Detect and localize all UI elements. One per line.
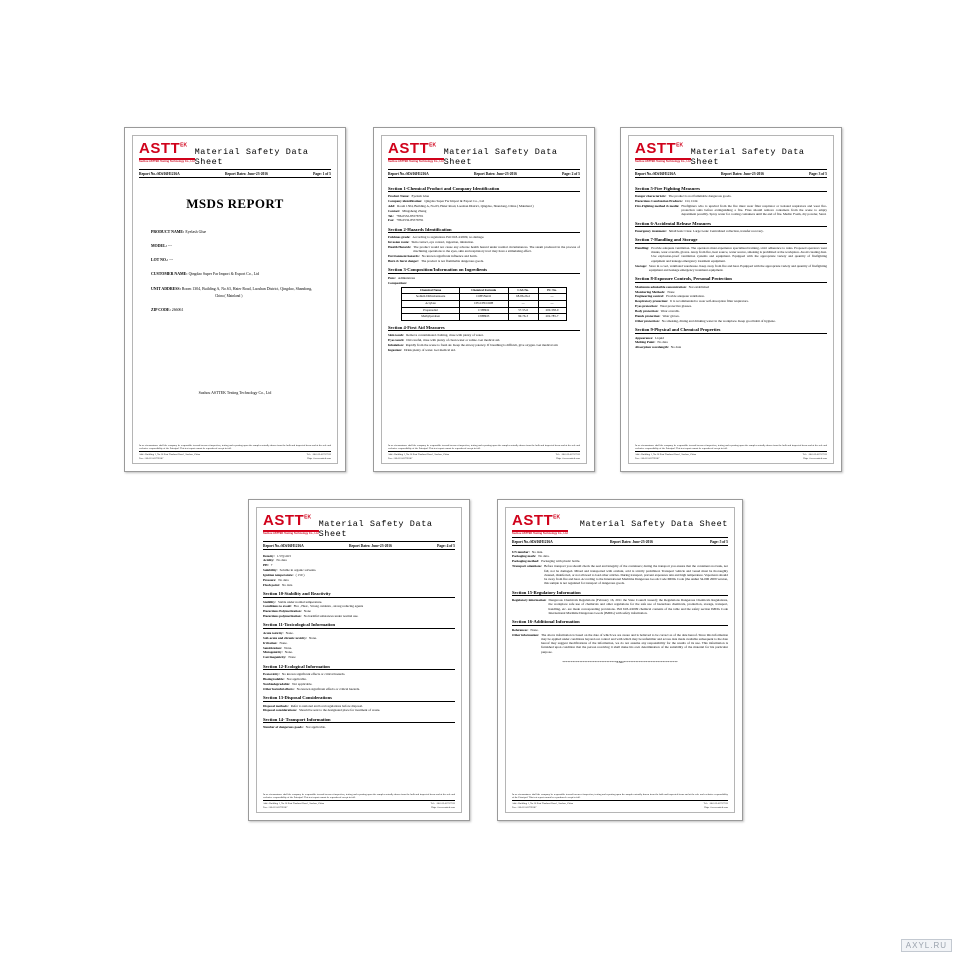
section-7-item: Handling: Provide adequate ventilation. The operators must experience specialized training, strict adherence to rules. Proposed operators wear masks, wear overalls, gloves. Away from fire, heat source, water source, smoking is prohibited at the workplace. Avoid creating dust. Use explosion-proof ventilation systems and equipment. Equipped with the appropriate variety and quantity of firefighting equipment and leakage emergency treatment equipment. (635, 245, 827, 263)
property-item: Pressure: No data (263, 577, 289, 582)
footer-address-2 (139, 456, 331, 460)
page-5-header-meta (512, 538, 728, 544)
footer-address-2 (635, 456, 827, 460)
section-title-13: Section 13-Disposal Considerations (263, 695, 455, 702)
section-11-item: Irritation: None. (263, 640, 288, 645)
footer-addr-left: Add.: Building 1, No.16 East Tianhuai Road , Suzhou, China (139, 452, 201, 456)
section-1-item: Product Name: Eyelash Glue (388, 194, 430, 198)
footer-fax: Fax: +86-512-62799167 (139, 456, 164, 460)
page-1-content (132, 135, 338, 464)
field-model: MODEL: --- (151, 243, 172, 248)
table-row: Propanediol C3H8O2 57-55-6 200-338-0 (402, 307, 566, 314)
page-5-content (505, 507, 735, 813)
section-1-item: Tel.: +86-0532-85576791 (388, 213, 424, 218)
page-number: Page: 2 of 5 (562, 171, 580, 176)
report-date: Report Dates: June-23-2016 (720, 171, 764, 176)
watermark: AXYL.RU (901, 939, 952, 952)
section-8-item: Respiratory protection: It is recommended to wear self-absorption filter respirators. (635, 299, 749, 304)
section-4-item: Eyes touch: Did careful, rinse with plenty of clean water or saline. Get medical aid. (388, 337, 501, 342)
footer-disclaimer: In no circumstance shall the company be responsible toward incorrect inspection, testing and reporting upon the samples actually drawn from the bulk and inspected items and at the sole and exclusive responsibility of the Principal. This test report cannot be reproduced except in full. (512, 793, 728, 801)
footer-web: Http: //www.asttek.com (307, 456, 331, 460)
property-item: Density: 1.57g/cm3 (263, 553, 291, 558)
asttek-logo: $ASTT^{EK}$ Suzhou ASTTEK Testing Technology Co., Ltd (512, 512, 568, 535)
msds-page-4[interactable] (248, 499, 470, 821)
section-11-item: Carcinogenicity: None (263, 655, 296, 660)
field-lot-no: LOT NO.: --- (151, 258, 174, 263)
page-3-header-meta (635, 170, 827, 176)
footer-addr-left: Add.: Building 1, No.16 East Tianhuai Road , Suzhou, China (635, 452, 697, 456)
footer-address-2 (388, 456, 580, 460)
msds-page-1[interactable] (124, 127, 346, 472)
page-2-header-meta (388, 170, 580, 176)
section-title-1: Section 1-Chemical Product and Company Identification (388, 186, 580, 193)
section-3-item: Pure: Administrate (388, 275, 416, 280)
field-customer-name: CUSTOMER NAME: Qingdao Super Far Import & Export Co., Ltd (151, 272, 260, 277)
section-4-item: Inhalation: Rapidly from the scene to fresh air. Keep the airway patency. If breathing is difficult, give oxygen. Get medical aid. (388, 342, 559, 347)
col-chemical-name: Chemical Name (402, 287, 459, 294)
issuing-company: Suzhou ASTTEK Testing Technology Co., Ltd (198, 390, 272, 395)
section-11-item: Mutagenicity: None. (263, 650, 293, 655)
table-row: Sodium Dithrobenzoate C6H5NaO2 68-86-26-2 --- (402, 294, 566, 301)
document-title: Material Safety Data Sheet (443, 147, 558, 167)
section-title-11: Section 11-Toxicological Information (263, 622, 455, 629)
col-chemical-formula: Chemical Formula (459, 287, 508, 294)
section-16-item: Other information: The above information is based on the date of which we are aware and is believed to be correct as of the date hereof. Since this information may be applied under conditions beyond our control and with which may be unfamiliar and across data made available subsequent to the date hereof may suggest modifications of the information, we do not assume any responsibility for the results of its use. This information is furnished upon condition that the person receiving it shall make his own determination of the suitability of the material for his particular purpose. (512, 632, 728, 654)
table-row: Methylparaben C8H8O3 99-76-3 202-785-7 (402, 314, 566, 321)
section-2-item: Invasion route: Skin contact, eye contact, ingestion, inhalation. (388, 240, 474, 245)
report-no: Report No.:SD#16H1216A (512, 539, 553, 544)
page-5-body (512, 546, 728, 664)
report-date: Report Dates: June-23-2016 (224, 171, 268, 176)
section-10-item: Hazardous polymerization: No harmful substances under normal use. (263, 614, 359, 619)
page-3-footer (635, 444, 827, 461)
asttek-logo: $ASTT^{EK}$ Suzhou ASTTEK Testing Technology Co., Ltd (388, 140, 444, 163)
section-1-item: Fax: +86-0532-85576791 (388, 218, 424, 223)
footer-tel: Tel.: +86-512-62757912 (703, 801, 728, 805)
report-date: Report Dates: June-23-2016 (609, 539, 653, 544)
section-4-item: Ingestion: Drink plenty of water. Get medical aid. (388, 347, 456, 352)
section-9-item: Melting Point: No data (635, 340, 668, 345)
footer-fax: Fax: +86-512-62799167 (388, 456, 413, 460)
section-13-item: Disposal methods: Refer to national and local regulations before disposal. (263, 703, 363, 708)
page-3-header (635, 141, 827, 170)
section-4-item: Skin touch: Remove contaminated clothing, rinse with plenty of water. (388, 333, 484, 338)
document-title: Material Safety Data Sheet (690, 147, 805, 167)
col-ec-no: EC No. (538, 287, 566, 294)
section-title-4: Section 4-First Aid Measures (388, 325, 580, 332)
page-1-body (139, 178, 331, 395)
footer-web: Http: //www.asttek.com (431, 805, 455, 809)
footer-tel: Tel.: +86-512-62757912 (802, 452, 827, 456)
section-title-12: Section 12-Ecological Information (263, 664, 455, 671)
page-4-header-meta (263, 542, 455, 548)
msds-page-3[interactable] (620, 127, 842, 472)
section-3-item: Composition: (388, 280, 408, 285)
section-title-8: Section 8-Exposure Controls, Personal Protection (635, 276, 827, 283)
document-title: Material Safety Data Sheet (318, 519, 433, 539)
page-4-footer (263, 793, 455, 810)
asttek-logo: $ASTT^{EK}$ Suzhou ASTTEK Testing Technology Co., Ltd (139, 140, 195, 163)
field-unit-address-line2: China ( Mainland ) (215, 293, 243, 298)
field-product-name: PRODUCT NAME: Eyelash Glue (151, 229, 207, 234)
page-1-footer (139, 444, 331, 461)
footer-fax: Fax: +86-512-62799167 (635, 456, 660, 460)
section-title-16: Section 16-Additional Information (512, 619, 728, 626)
property-item: PH: 7 (263, 563, 273, 568)
property-item: Solubility: Soluble in organic solvents. (263, 568, 317, 573)
end-of-report-marker: ********************************END******************************** (562, 660, 678, 665)
col-cas-no: CAS No. (508, 287, 538, 294)
footer-tel: Tel.: +86-512-62757912 (555, 452, 580, 456)
section-title-14: Section 14- Transport Information (263, 717, 455, 724)
msds-page-2[interactable] (373, 127, 595, 472)
report-date: Report Dates: June-23-2016 (473, 171, 517, 176)
footer-disclaimer: In no circumstance shall the company be responsible toward incorrect inspection, testing and reporting upon the samples actually drawn from the bulk and inspected items and at the sole and exclusive responsibility of the Principal. This test report cannot be reproduced except in full. (263, 793, 455, 801)
field-unit-address: UNIT ADDRESS: Room 1304, Building A, No.63, Haier Road, Laoshan District, Qingdao, Shandong, China ( Mainland ) (151, 287, 331, 299)
report-no: Report No.:SD#16H1216A (635, 171, 676, 176)
document-title: Material Safety Data Sheet (579, 519, 728, 529)
section-8-item: Eyes protection: Wear protective glasses. (635, 304, 692, 309)
section-title-6: Section 6-Accidental Release Measures (635, 221, 827, 228)
report-no: Report No.:SD#16H1216A (388, 171, 429, 176)
section-title-2: Section 2-Hazards Identification (388, 227, 580, 234)
msds-page-5[interactable] (497, 499, 743, 821)
footer-disclaimer: In no circumstance shall the company be responsible toward incorrect inspection, testing and reporting upon the samples actually drawn from the bulk and inspected items and at the sole and exclusive responsibility of the Principal. This test report cannot be reproduced except in full. (635, 444, 827, 452)
section-11-item: Sensitization: None. (263, 645, 293, 650)
section-9-item: Absorption wavelength: No data (635, 345, 682, 350)
section-2-item: Fulshnes grade: According to regulations ISO 618-4:2009, no damage. (388, 235, 485, 240)
report-no: Report No.:SD#16H1216A (139, 171, 180, 176)
page-4-body (263, 550, 455, 730)
footer-tel: Tel.: +86-512-62757912 (306, 452, 331, 456)
page-4-header (263, 513, 455, 542)
footer-web: Http: //www.asttek.com (803, 456, 827, 460)
section-7-item: Storage: Store in a cool, ventilated warehouse. Keep away from fire and heat. Equipped with the appropriate variety and quantity of firefighting equipment and leakage emergency treatment equipment. (635, 263, 827, 272)
section-6-item: Emergency treatment: Small leak: Clear. Large Leak: Centralized collection, transfer recovery. (635, 229, 764, 234)
footer-disclaimer: In no circumstance shall the company be responsible toward incorrect inspection, testing and reporting upon the samples actually drawn from the bulk and inspected items and at the sole and exclusive responsibility of the Principal. This test report cannot be reproduced except in full. (139, 444, 331, 452)
section-title-10: Section 10-Stability and Reactivity (263, 591, 455, 598)
section-10-item: Hazardous Polymerization: None (263, 609, 311, 614)
section-12-item: Other harmful effects: No known significant effects or critical hazards. (263, 686, 361, 691)
section-1-item: Add: Room 1304, Building A, No.63, Haier Road, Laoshan District, Qingdao, Shandong, China ( Mainland ) (388, 203, 534, 208)
page-1-header-meta (139, 170, 331, 176)
page-2-footer (388, 444, 580, 461)
report-date: Report Dates: June-23-2016 (348, 543, 392, 548)
section-1-item: Contact: Mingsheng Zhang (388, 208, 427, 213)
page-title: MSDS REPORT (186, 195, 284, 211)
section-13-item: Disposal considerations: Should be sent to the designated place for treatment of waste. (263, 708, 381, 713)
footer-fax: Fax: +86-512-62799167 (512, 805, 537, 809)
section-16-item: References: None. (512, 627, 539, 632)
section-1-item: Company identification: Qingdao Super Far Import & Export Co., Ltd (388, 198, 485, 203)
section-title-7: Section 7-Handling and Storage (635, 237, 827, 244)
section-9-item: Appearance: Liquid (635, 335, 664, 340)
section-12-item: Biodegradable: Not applicable. (263, 676, 307, 681)
footer-web: Http: //www.asttek.com (704, 805, 728, 809)
asttek-logo: $ASTT^{EK}$ Suzhou ASTTEK Testing Technology Co., Ltd (635, 140, 691, 163)
page-number: Page: 1 of 5 (313, 171, 331, 176)
section-12-item: Ecotoxicity: No known significant effects or critical hazards. (263, 672, 346, 677)
asttek-logo: $ASTT^{EK}$ Suzhou ASTTEK Testing Technology Co., Ltd (263, 512, 319, 535)
section-5-item: Fire-Fighting method & media: Firefighters who is upwind from the fire must wear filter respirator or isolated respirators and wear fire-protection suits before extinguishing a fire. Fires should remove containers from the scene to empty department possibly. Spray water for cooling containers until the end of fire. Media: Foam, dry powder, Sand. (635, 203, 827, 217)
section-8-item: Hands protection: Wear gloves. (635, 313, 680, 318)
page-3-content (628, 135, 834, 464)
section-5-item: Danger characteristic: The product is not flammable dangerous goods. (635, 194, 732, 198)
page-2-header (388, 141, 580, 170)
footer-address-2 (263, 805, 455, 809)
section-11-item: Acute toxicity: None. (263, 630, 294, 635)
page-2-body (388, 178, 580, 353)
footer-addr-left: Add.: Building 1, No.16 East Tianhuai Road , Suzhou, China (263, 801, 325, 805)
page-5-header (512, 513, 728, 538)
page-3-body (635, 178, 827, 350)
table-row: Acrylate CH=CHCOOH --- --- (402, 300, 566, 307)
page-number: Page: 5 of 5 (710, 539, 728, 544)
section-8-item: Monitoring Methods: None (635, 289, 675, 294)
footer-address-2 (512, 805, 728, 809)
section-2-item: Environment hazards: No known significant influence and harm. (388, 254, 478, 259)
section-15-item: Regulatory information: Dangerous Chemicals Regulations (February 16, 2011 the State Council issued); the Regulations Dangerous Chemicals Regulations, the workplace safe use of chemicals and other regulations for the safe use of hazardous chemicals, production, storage, transport, handling, etc. are made corresponding provisions. ISO 618-4:2009 chemical contents of the table and the safety section IMDG Code International Maritime Dangerous Goods (IMDG) with safety information. (512, 598, 728, 615)
footer-addr-left: Add.: Building 1, No.16 East Tianhuai Road , Suzhou, China (388, 452, 450, 456)
footer-disclaimer: In no circumstance shall the company be responsible toward incorrect inspection, testing and reporting upon the samples actually drawn from the bulk and inspected items and at the sole and exclusive responsibility of the Principal. This test report cannot be reproduced except in full. (388, 444, 580, 452)
page-number: Page: 3 of 5 (809, 171, 827, 176)
footer-web: Http: //www.asttek.com (556, 456, 580, 460)
section-2-item: Health Hazards: The product would not cause any adverse health hazard under normal circumstances. The steam produced in the process of machining operations to the eyes, skin and respiratory tract may have a stimulating effect. (388, 244, 580, 254)
section-2-item: Burn & burst danger: The product is not flammable dangerous goods. (388, 258, 484, 263)
document-title: Material Safety Data Sheet (194, 147, 309, 167)
section-8-item: Body protection: Wear overalls. (635, 309, 680, 314)
property-item: Ignition temperature: ( 150 ) (263, 573, 305, 577)
footer-fax: Fax: +86-512-62799167 (263, 805, 288, 809)
section-5-item: Hazardous Combustion Products: CO, CO2. (635, 198, 699, 203)
section-11-item: Sub-acute and chronic toxicity: None. (263, 635, 317, 640)
report-no: Report No.:SD#16H1216A (263, 543, 304, 548)
section-10-item: Stability: Stable under normal temperature. (263, 599, 323, 604)
section-8-item: Engineering control: Provide adequate ventilation. (635, 294, 705, 299)
property-item: Flash point: No data (263, 582, 293, 587)
transport-item: UN number: No data. (512, 549, 544, 554)
section-title-3: Section 3-Composition/Information on Ingredients (388, 267, 580, 274)
transport-item: Packaging method: Packaging with plastic bottle. (512, 559, 581, 564)
section-12-item: Nonbiodegradable: Not applicable. (263, 681, 313, 686)
section-8-item: Maximum admissible concentration: Not established (635, 284, 710, 289)
section-title-5: Section 5-Fire Fighting Measures (635, 186, 827, 193)
page-number: Page: 4 of 5 (437, 543, 455, 548)
footer-tel: Tel.: +86-512-62757912 (430, 801, 455, 805)
ingredients-table (401, 287, 566, 321)
page-2-content (381, 135, 587, 464)
transport-item: Transport attentions: Before transport you should check the seal and integrity of the containers; during the transport you ensure that the containers not leak, not fall, not be damaged. Mixed and transported with oxidant, acid is strictly prohibited. Transport vehicle and vessel must be thoroughly cleaned, disinfected, or not allowed to load other articles. During transport, prevent exposures rain and high temperature. Vaporizers should be away from fire and heat. According to the International Maritime Dangerous Goods Code IMDG Code (the Anhui 34-006 2009 version, this sample is not regulated for transport of dangerous goods. (512, 564, 728, 586)
property-item: Acidity: No data (263, 558, 287, 563)
section-title-9: Section 9-Physical and Chemical Properties (635, 327, 827, 334)
page-5-footer (512, 793, 728, 810)
footer-addr-left: Add.: Building 1, No.16 East Tianhuai Road , Suzhou, China (512, 801, 574, 805)
section-10-item: Conditions to avoid: Fire , Heat , Strong oxidants , strong reducing agents (263, 604, 364, 609)
section-8-item: Other protection: No smoking, dining and drinking water in the workplace. Keep good habit of hygiene. (635, 318, 776, 323)
page-4-content (256, 507, 462, 813)
page-1-header (139, 141, 331, 170)
transport-item: Packaging mark: No data. (512, 554, 550, 559)
section-14-item: Number of dangerous goods: Not applicable. (263, 725, 326, 730)
field-zip-code: ZIP CODE: 266061 (151, 307, 184, 312)
section-title-15: Section 15-Regulatory Information (512, 590, 728, 597)
